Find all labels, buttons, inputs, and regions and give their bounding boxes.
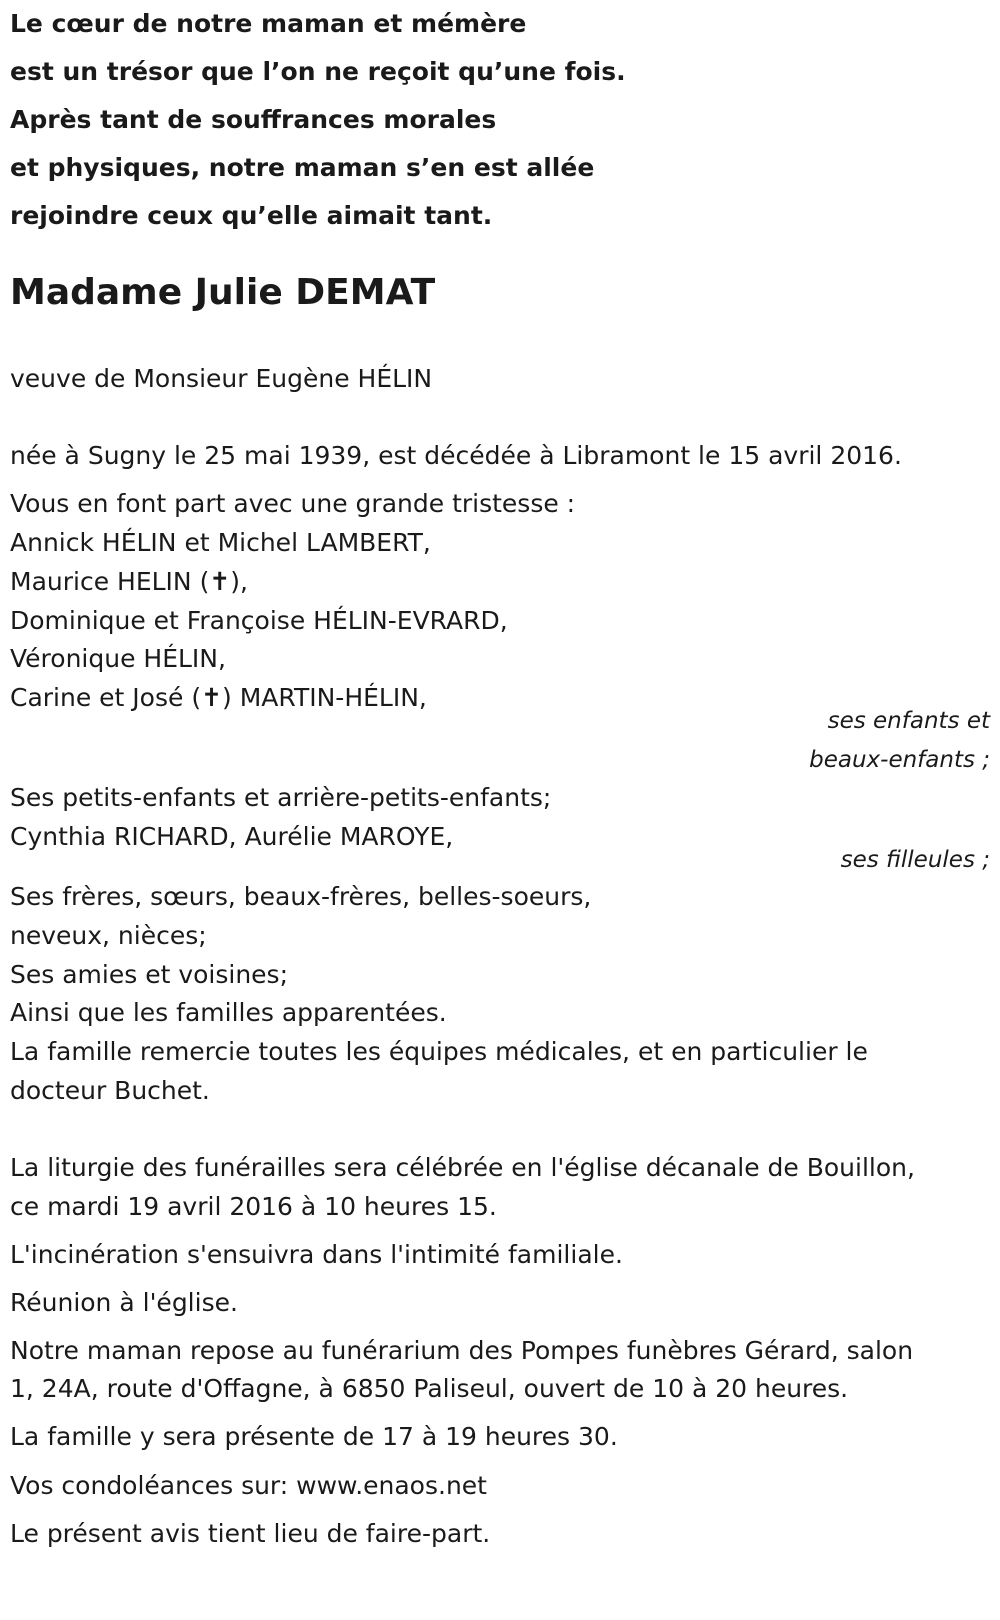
meeting-line: Réunion à l'église. (10, 1288, 238, 1317)
grandchildren-line: Ses petits-enfants et arrière-petits-enfants; (10, 783, 552, 812)
rest-line: Notre maman repose au funérarium des Pompes funèbres Gérard, salon (10, 1336, 914, 1365)
cremation-line: L'incinération s'ensuivra dans l'intimité familiale. (10, 1240, 623, 1269)
poem-line-1: Le cœur de notre maman et mémère (10, 9, 527, 38)
poem-line-3: Après tant de souffrances morales (10, 105, 497, 134)
spouse-line: veuve de Monsieur Eugène HÉLIN (10, 364, 433, 393)
birth-death-line: née à Sugny le 25 mai 1939, est décédée à Libramont le 15 avril 2016. (10, 441, 902, 470)
family-intro: Vous en font part avec une grande tristesse : (10, 489, 576, 518)
child-line: Véronique HÉLIN, (10, 644, 226, 673)
liturgy-line: La liturgie des funérailles sera célébrée en l'église décanale de Bouillon, (10, 1153, 915, 1182)
goddaughters-line: Cynthia RICHARD, Aurélie MAROYE, (10, 822, 454, 851)
goddaughters-label: ses filleules ; (840, 847, 990, 873)
thanks-line: La famille remercie toutes les équipes médicales, et en particulier le (10, 1037, 868, 1066)
liturgy-line-2: ce mardi 19 avril 2016 à 10 heures 15. (10, 1192, 497, 1221)
presence-line: La famille y sera présente de 17 à 19 heures 30. (10, 1422, 618, 1451)
poem-line-2: est un trésor que l’on ne reçoit qu’une fois. (10, 57, 626, 86)
siblings-line-2: neveux, nièces; (10, 921, 207, 950)
condolences-line: Vos condoléances sur: www.enaos.net (10, 1471, 487, 1500)
child-line: Annick HÉLIN et Michel LAMBERT, (10, 528, 431, 557)
poem-line-4: et physiques, notre maman s’en est allée (10, 153, 595, 182)
notice-line: Le présent avis tient lieu de faire-part. (10, 1519, 491, 1548)
child-line: Carine et José (✝) MARTIN-HÉLIN, (10, 683, 427, 712)
children-label: ses enfants et (827, 708, 990, 734)
child-line: Dominique et Françoise HÉLIN-EVRARD, (10, 606, 508, 635)
poem-line-5: rejoindre ceux qu’elle aimait tant. (10, 201, 493, 230)
deceased-name: Madame Julie DEMAT (10, 272, 436, 313)
child-line: Maurice HELIN (✝), (10, 567, 248, 596)
friends-line: Ses amies et voisines; (10, 960, 289, 989)
rest-line-2: 1, 24A, route d'Offagne, à 6850 Paliseul, ouvert de 10 à 20 heures. (10, 1374, 849, 1403)
siblings-line: Ses frères, sœurs, beaux-frères, belles-soeurs, (10, 882, 592, 911)
relatives-line: Ainsi que les familles apparentées. (10, 998, 447, 1027)
children-label-2: beaux-enfants ; (809, 747, 990, 773)
thanks-line-2: docteur Buchet. (10, 1076, 210, 1105)
